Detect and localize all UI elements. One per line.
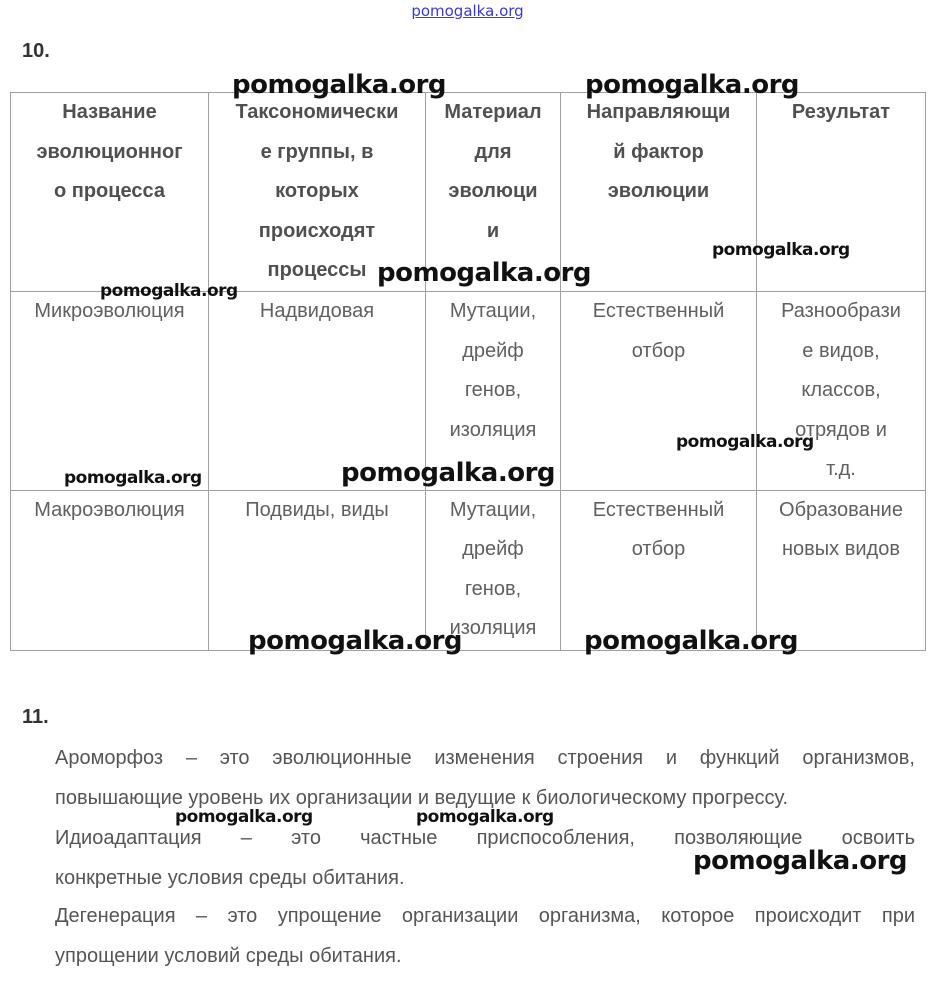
cell-line: Надвидовая: [259, 300, 375, 322]
cell-line: отбор: [631, 538, 686, 560]
cell-line: Мутации,: [449, 300, 537, 322]
cell-line: отбор: [631, 339, 686, 362]
watermark: pomogalka.org: [584, 626, 799, 656]
cell-line: отрядов и: [795, 418, 887, 441]
paragraph-aromorphosis: [55, 738, 915, 818]
cell-process: [11, 490, 209, 650]
text-line: конкретные условия среды обитания.: [55, 867, 405, 889]
cell-line: Микроэволюция: [34, 300, 185, 322]
text-line: Дегенерация – это упрощение организации организма, которое происходит при: [55, 905, 915, 927]
cell-line: Результат: [791, 101, 891, 123]
cell-line: т.д.: [826, 458, 856, 480]
watermark: pomogalka.org: [232, 70, 447, 100]
cell-line: которых: [275, 180, 359, 202]
watermark: pomogalka.org: [585, 70, 800, 100]
cell-line: Таксономически: [235, 101, 399, 123]
cell-result: [757, 292, 926, 491]
task-10-number: 10.: [22, 40, 50, 62]
cell-line: классов,: [801, 379, 881, 401]
cell-line: для: [474, 140, 512, 163]
cell-line: и: [486, 219, 500, 242]
cell-line: о процесса: [53, 180, 166, 202]
text-line: упрощении условий среды обитания.: [55, 945, 402, 967]
cell-line: й фактор: [613, 140, 704, 163]
cell-line: эволюционног: [36, 140, 183, 163]
cell-line: Естественный: [592, 498, 725, 521]
cell-line: Название: [62, 101, 157, 123]
cell-line: Разнообрази: [781, 300, 901, 322]
cell-line: дрейф: [462, 339, 524, 362]
cell-line: е группы, в: [260, 140, 374, 163]
cell-line: изоляция: [449, 617, 537, 639]
watermark: pomogalka.org: [248, 626, 463, 656]
cell-line: дрейф: [462, 538, 524, 560]
cell-line: Естественный: [592, 300, 725, 322]
cell-line: Подвиды, виды: [245, 498, 389, 521]
watermark: pomogalka.org: [377, 258, 592, 288]
cell-line: эволюци: [448, 180, 538, 202]
cell-line: процессы: [267, 259, 367, 281]
cell-line: Материал: [444, 101, 542, 123]
cell-line: происходят: [258, 219, 376, 242]
watermark: pomogalka.org: [175, 807, 313, 827]
cell-line: изоляция: [449, 418, 537, 441]
watermark: pomogalka.org: [676, 432, 814, 452]
text-line: Идиоадаптация – это частные приспособления, позволяющие освоить: [55, 827, 915, 849]
watermark: pomogalka.org: [416, 807, 554, 827]
cell-line: эволюции: [607, 180, 710, 202]
cell-line: новых видов: [782, 538, 900, 560]
watermark: pomogalka.org: [341, 458, 556, 488]
task-11-number: 11.: [22, 706, 49, 728]
site-link[interactable]: pomogalka.org: [411, 2, 524, 20]
text-line: Ароморфоз – это эволюционные изменения строения и функций организмов,: [55, 747, 915, 769]
cell-process: [11, 292, 209, 491]
cell-line: Направляющи: [586, 101, 731, 123]
watermark: pomogalka.org: [693, 846, 908, 876]
cell-line: генов,: [464, 379, 522, 401]
watermark: pomogalka.org: [712, 240, 850, 260]
cell-line: е видов,: [802, 339, 880, 362]
cell-line: Образование: [779, 498, 903, 521]
cell-line: генов,: [464, 577, 522, 600]
text-line: повышающие уровень их организации и ведущие к биологическому прогрессу.: [55, 787, 789, 809]
paragraph-degeneration: [55, 896, 915, 976]
watermark: pomogalka.org: [64, 468, 202, 488]
cell-line: Мутации,: [449, 498, 537, 521]
watermark: pomogalka.org: [100, 281, 238, 301]
cell-line: Макроэволюция: [34, 498, 185, 521]
header-process-name: [11, 93, 209, 292]
cell-factor: [561, 292, 757, 491]
evolution-table: [10, 92, 926, 651]
header-result: [757, 93, 926, 292]
